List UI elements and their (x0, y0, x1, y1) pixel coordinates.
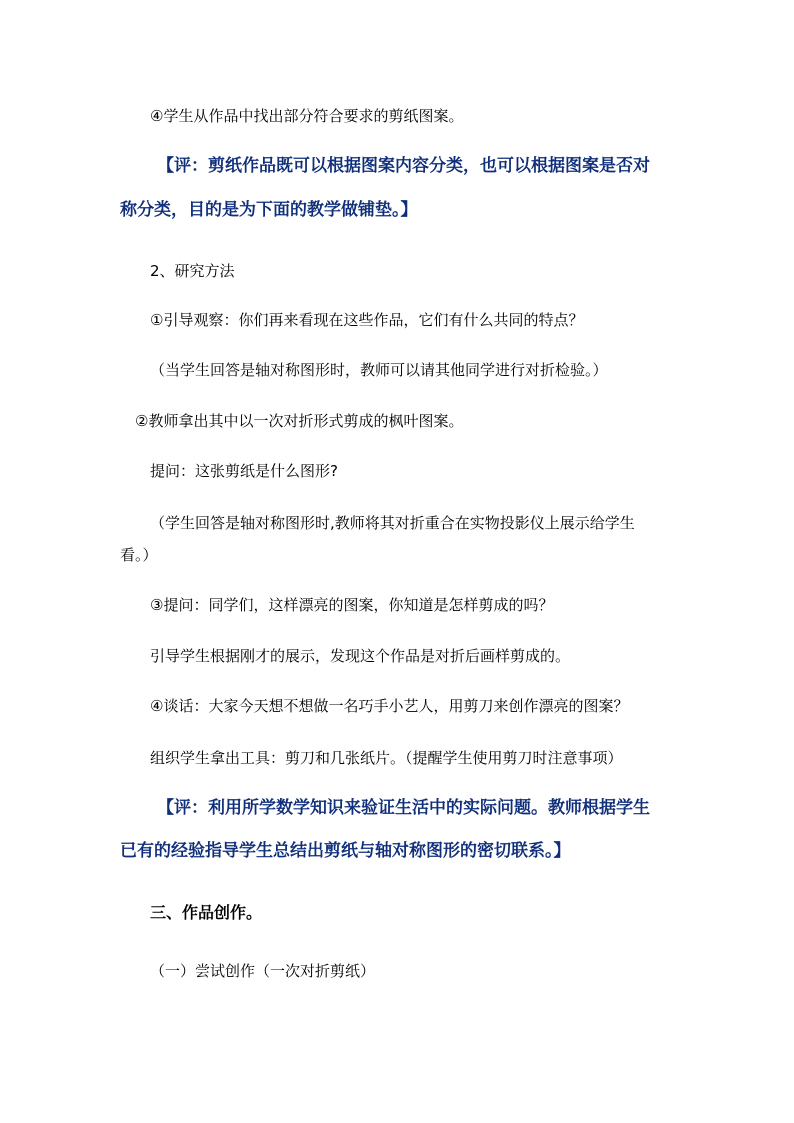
paragraph-step2-teacher: ②教师拿出其中以一次对折形式剪成的枫叶图案。 (135, 412, 464, 430)
section-2-title: 2、研究方法 (150, 262, 235, 280)
paragraph-note-2-line-1: （学生回答是轴对称图形时,教师将其对折重合在实物投影仪上展示给学生 (150, 514, 635, 532)
paragraph-question-1: 提问：这张剪纸是什么图形? (150, 462, 338, 480)
section-3-title: 三、作品创作。 (150, 903, 263, 922)
paragraph-step4-find: ④学生从作品中找出部分符合要求的剪纸图案。 (150, 107, 464, 125)
comment-1-line-1: 【评：剪纸作品既可以根据图案内容分类，也可以根据图案是否对 (157, 156, 650, 176)
comment-2-line-2: 已有的经验指导学生总结出剪纸与轴对称图形的密切联系。】 (120, 841, 571, 861)
subsection-1-title: （一）尝试创作（一次对折剪纸） (150, 962, 376, 980)
paragraph-guide: 引导学生根据刚才的展示，发现这个作品是对折后画样剪成的。 (150, 647, 571, 665)
paragraph-step3-question: ③提问：同学们，这样漂亮的图案，你知道是怎样剪成的吗？ (150, 596, 554, 614)
paragraph-note-1: （当学生回答是轴对称图形时，教师可以请其他同学进行对折检验。） (150, 361, 608, 379)
comment-2-line-1: 【评：利用所学数学知识来验证生活中的实际问题。教师根据学生 (157, 798, 650, 818)
comment-1-line-2: 称分类，目的是为下面的教学做铺垫。】 (120, 200, 418, 220)
paragraph-step4-talk: ④谈话：大家今天想不想做一名巧手小艺人，用剪刀来创作漂亮的图案？ (150, 697, 629, 715)
paragraph-organize: 组织学生拿出工具：剪刀和几张纸片。（提醒学生使用剪刀时注意事项） (150, 749, 623, 767)
paragraph-note-2-line-2: 看。） (120, 546, 158, 564)
paragraph-step1-observe: ①引导观察：你们再来看现在这些作品，它们有什么共同的特点？ (150, 311, 584, 329)
